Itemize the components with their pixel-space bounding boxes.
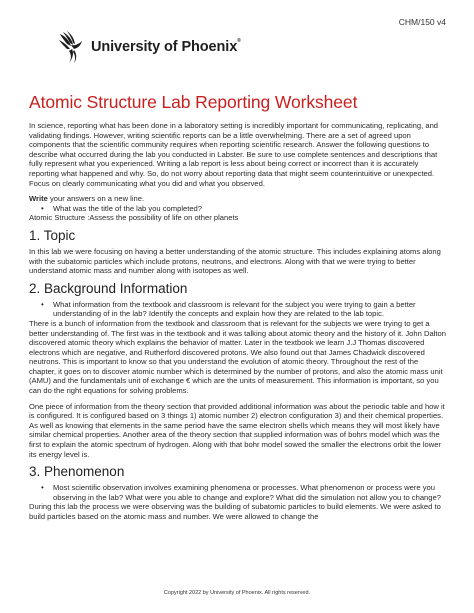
phenomenon-question-list: [29, 483, 447, 502]
background-question-list: [29, 300, 447, 319]
title-answer: Atomic Structure :Assess the possibility of life on other planets: [29, 213, 239, 223]
section-heading-phenomenon: 3. Phenomenon: [29, 464, 125, 480]
write-instruction: Write your answers on a new line.: [29, 194, 145, 204]
course-code: CHM/150 v4: [398, 17, 446, 27]
background-question: • What information from the textbook and classroom is relevant for the subject you were trying to gain a better understanding of in the lab? Identify the concepts and explain how they are related to the lab topic.: [53, 300, 447, 319]
title-question-list: [29, 204, 447, 214]
section-heading-topic: 1. Topic: [29, 227, 76, 243]
university-logo: [57, 30, 241, 64]
section-heading-background: 2. Background Information: [29, 280, 188, 296]
page-title: Atomic Structure Lab Reporting Worksheet: [29, 92, 358, 112]
document-body: [29, 92, 447, 522]
background-answer-1: There is a bunch of information from the textbook and classroom that is relevant for the subjects we were trying to get a better understanding of. The first was in the textbook and it was talking about atomic theory and the history of it. John Dalton discovered atomic theory which explains the behavior of matter. Later in the textbook we learn J.J Thomas discovered electrons which are negative, and Rutherford discovered protons. We also found out that James Chadwick discovered neutrons. This is important to know so that you understand the evolution of atomic theory. Throughout the rest of the chapter, it goes on to discover atomic number which is determined by the number of protons, and also the atomic mass unit (AMU) and the fundamentals unit of exchange € which are the units of measurement. This information is important, so you can do the right equations for solving problems.: [29, 318, 446, 396]
topic-answer: In this lab we were focusing on having a better understanding of the atomic structure. This includes explaining atoms along with the subatomic particles which include protons, neutrons, and electrons. Along with that we were trying to better understand atomic mass and number along with isotopes as well.: [29, 246, 441, 276]
copyright-footer: Copyright 2022 by University of Phoenix. All rights reserved.: [163, 590, 311, 596]
background-answer-2: One piece of information from the theory section that provided additional information was about the periodic table and how it is configured. It is configured based on 3 things 1) atomic number 2) electron configuration 3) and their chemical properties. As well as knowing that elements in the same period have the same electron shells which means they will most likely have similar chemical properties. Another area of the theory section that supplied information was of bohrs model which was the first to explain the atomic spectrum of hydrogen. Along with that bohr model sowed the smaller the electrons orbit the lower its energy level is.: [29, 401, 445, 459]
logo-wordmark: University of Phoenix®: [91, 38, 241, 55]
phenomenon-answer: During this lab the process we were observing was the building of subatomic particles to build elements. We were asked to build particles based on the atomic mass and number. We were allowed to change the: [29, 502, 441, 521]
intro-paragraph: In science, reporting what has been done in a laboratory setting is incredibly important for communicating, replicating, and validating findings. However, writing scientific reports can be a little overwhelming. There are a set of agreed upon components that the scientific community requires when reporting scientific research. Answer the following questions to describe what occurred during the lab you conducted in Labster. Be sure to use complete sentences and descriptions that fully represent what you experienced. Writing a lab report is less about being correct or incorrect than it is accurately reporting what happened and why. So, do not worry about reporting data that might seem counterintuitive or unexpected. Focus on clearly communicating what you did and what you observed.: [29, 121, 439, 188]
phenomenon-question: • Most scientific observation involves examining phenomena or processes. What phenomenon or process were you observing in the lab? What were you able to change and explore? What did the simulation not allow you to change?: [53, 483, 447, 502]
phoenix-bird-icon: [57, 30, 87, 64]
title-question: • What was the title of the lab you completed?: [53, 204, 447, 214]
